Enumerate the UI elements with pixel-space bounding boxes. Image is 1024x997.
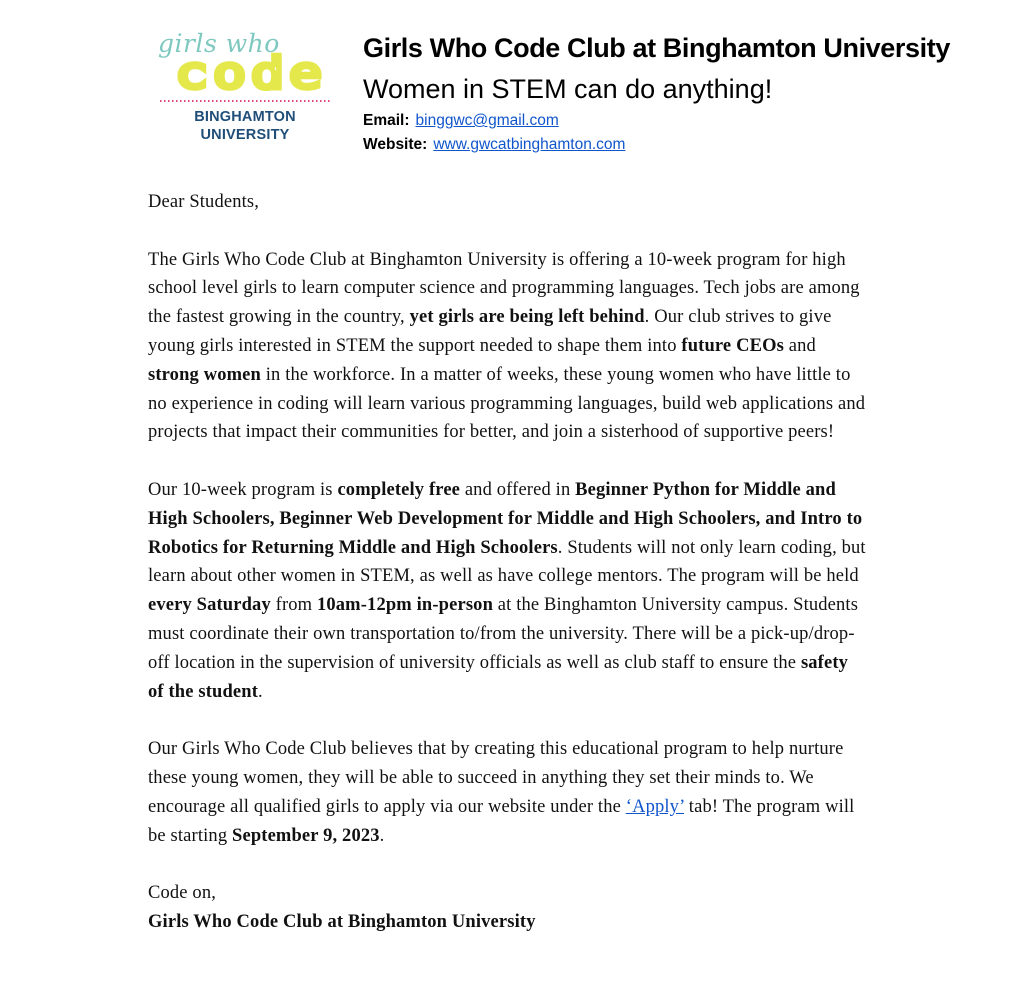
logo-university-line1: BINGHAMTON bbox=[194, 109, 296, 125]
p2-bold-4: 10am-12pm in-person bbox=[316, 595, 494, 616]
closing: Code on, bbox=[148, 883, 217, 904]
website-link[interactable]: www.gwcatbinghamton.com bbox=[433, 136, 626, 153]
club-logo bbox=[155, 26, 335, 151]
p2-bold-2: Beginner Python for Middle and High Schoolers, Beginner Web Development for Middle and High Schoolers, and Intro to Robotics for Returning Middle and High Schoolers bbox=[148, 479, 863, 558]
signature bbox=[148, 908, 868, 937]
girls-who-code-logo-graphic bbox=[155, 26, 335, 106]
p2-text-a: Our 10-week program is bbox=[148, 479, 338, 500]
p2-bold-1: completely free bbox=[337, 479, 461, 500]
p3-text-b: tab! The program will be starting bbox=[148, 796, 855, 846]
p1-text-e: in the workforce. In a matter of weeks, these young women who have little to no experience in coding will learn various programming languages, build web applications and projects that impact their communities for better, and join a sisterhood of supportive peers! bbox=[148, 364, 866, 443]
apply-link[interactable]: ‘Apply’ bbox=[625, 796, 685, 817]
p2-text-e: from bbox=[270, 595, 317, 616]
p3-bold-date: September 9, 2023 bbox=[232, 825, 380, 846]
p2-bold-5: safety of the student bbox=[148, 652, 849, 702]
logo-block-text: code bbox=[175, 48, 327, 99]
p2-text-g: . bbox=[258, 681, 263, 702]
logo-script-text: girls who bbox=[158, 29, 280, 58]
letter-body bbox=[148, 188, 868, 937]
club-title: Girls Who Code Club at Binghamton University bbox=[363, 33, 950, 63]
greeting: Dear Students, bbox=[148, 192, 260, 212]
signature-text: Girls Who Code Club at Binghamton University bbox=[148, 911, 536, 932]
p2-text-f: at the Binghamton University campus. Students must coordinate their own transportation to/from the university. There will be a pick-up/drop-off location in the supervision of university officials as well as club staff to ensure the bbox=[148, 595, 859, 673]
p2-bold-3: every Saturday bbox=[148, 595, 271, 616]
p1-bold-3: strong women bbox=[148, 364, 261, 385]
email-label: Email: bbox=[363, 112, 410, 129]
letterhead bbox=[363, 30, 950, 157]
p1-text-d: and bbox=[783, 335, 816, 356]
paragraph-3 bbox=[148, 735, 868, 850]
p2-text-d: . Students will not only learn coding, but learn about other women in STEM, as well as have college mentors. The program will be held bbox=[148, 537, 866, 587]
club-tagline: Women in STEM can do anything! bbox=[363, 74, 773, 104]
p1-bold-2: future CEOs bbox=[681, 335, 784, 356]
website-label: Website: bbox=[363, 136, 428, 153]
p1-text-c: . Our club strives to give young girls interested in STEM the support needed to shape them into bbox=[148, 307, 832, 356]
paragraph-1 bbox=[148, 246, 868, 448]
logo-university-line2: UNIVERSITY bbox=[200, 127, 290, 143]
p1-text-a: The Girls Who Code Club at Binghamton University is offering a 10-week program for high school level girls to learn computer science and programming languages. Tech jobs are among the fastest growing in the country, bbox=[148, 249, 860, 328]
contact-info bbox=[363, 109, 950, 157]
p2-text-c: and offered in bbox=[460, 479, 576, 500]
email-link[interactable]: binggwc@gmail.com bbox=[415, 112, 559, 129]
paragraph-2 bbox=[148, 476, 868, 706]
p3-text-a: Our Girls Who Code Club believes that by creating this educational program to help nurture these young women, they will be able to succeed in anything they set their minds to. We encourage all qualified girls to apply via our website under the bbox=[148, 739, 844, 817]
p1-bold-1: yet girls are being left behind bbox=[409, 307, 645, 328]
website-row bbox=[363, 133, 950, 157]
p3-text-c: . bbox=[379, 825, 385, 846]
email-row bbox=[363, 109, 950, 133]
